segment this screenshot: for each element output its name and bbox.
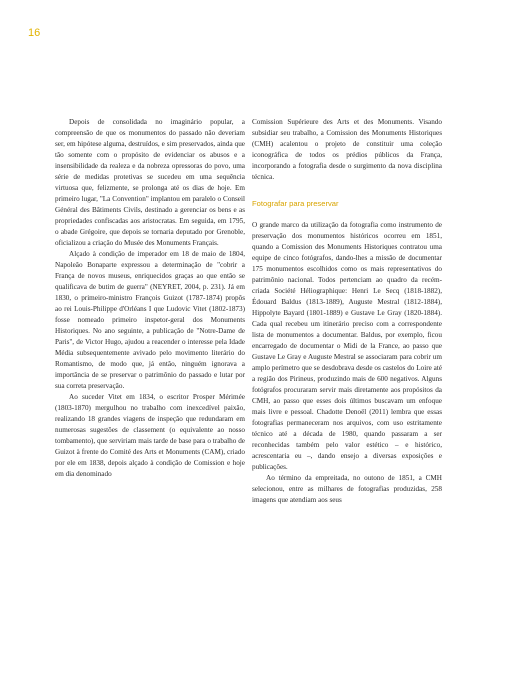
page-number: 16	[28, 27, 41, 39]
paragraph: Ao término da empreitada, no outono de 1851, a CMH selecionou, entre as milhares de fotografias produzidas, 258 imagens que atendiam aos seus	[252, 474, 442, 504]
paragraph-continued: Comission Supérieure des Arts et des Monuments. Visando subsidiar seu trabalho, a Comission des Monuments Historiques (CMH) acalentou o projeto de constituir uma coleção iconográfica de todos os prédios públicos da França, incorporando a fotografia desde o surgimento da nova disciplina técnica.	[252, 118, 442, 181]
right-text-column	[252, 117, 442, 506]
paragraph: O grande marco da utilização da fotografia como instrumento de preservação dos monumentos históricos ocorreu em 1851, quando a Comission des Monuments Historiques contratou uma equipe de cinco fotógrafos, dando-lhes a missão de documentar 175 monumentos escolhidos como os mais representativos do patrimônio nacional. Todos pertenciam ao quadro da recém-criada Société Héliographique: Henri Le Secq (1818-1882), Édouard Baldus (1813-1889), Auguste Mestral (1812-1884), Hippolyte Bayard (1801-1889) e Gustave Le Gray (1820-1884). Cada qual recebeu um itinerário preciso com a correspondente lista de monumentos a documentar. Baldus, por exemplo, ficou encarregado de documentar o Midi de la France, ao passo que Gustave Le Gray e Auguste Mestral se associaram para cobrir um amplo perímetro que se desdobrava desde os castelos do Loire até a região dos Pirineus, produzindo mais de 600 negativos. Alguns fotógrafos procuraram servir mais diretamente aos propósitos da CMH, ao passo que esses dois últimos buscavam um enfoque mais livre e pessoal. Chadotte Denoël (2011) lembra que essas fotografias permaneceram nos arquivos, com uso estritamente técnico até a década de 1980, quando passaram a ser reconhecidas também pelo valor estético – e histórico, acrescentaria eu –, dando ensejo a diversas exposições e publicações.	[252, 221, 442, 471]
paragraph: Ao suceder Vitet em 1834, o escritor Prosper Mérimée (1803-1870) mergulhou no trabalho com inexcedível paixão, realizando 18 grandes viagens de inspeção que redundaram em numerosas sugestões de classement (o equivalente ao nosso tombamento), que serviriam mais tarde de base para o trabalho de Guizot à frente do Comité des Arts et Monuments (CAM), criado por ele em 1838, depois alçado à condição de Comission e hoje em dia denominado	[55, 393, 245, 478]
paragraph: Alçado à condição de imperador em 18 de maio de 1804, Napoleão Bonaparte expressou a determinação de "cobrir a França de novos museus, enriquecidos graças ao que então se qualificava de butim de guerra" (NEYRET, 2004, p. 231). Já em 1830, o primeiro-ministro François Guizot (1787-1874) propôs ao rei Louis-Philippe d'Orléans I que Ludovic Vitet (1802-1873) fosse nomeado primeiro inspetor-geral dos Monuments Historiques. No ano seguinte, a publicação de "Notre-Dame de Paris", de Victor Hugo, ajudou a reacender o interesse pela Idade Média subsequentemente avivado pelo movimento literário do Romantismo, de modo que, já então, ninguém ignorava a importância de se preservar o patrimônio do passado e lutar por sua correta preservação.	[55, 250, 245, 390]
left-text-column	[55, 117, 245, 480]
paragraph: Depois de consolidada no imaginário popular, a compreensão de que os monumentos do passado não deveriam ser, em hipótese alguma, destruídos, e sim preservados, ainda que tão somente com o propósito de evidenciar os abusos e a insensibilidade da realeza e da nobreza opressoras do povo, uma série de medidas protetivas se sucedeu em uma sequência virtuosa que, felizmente, se prolonga até os dias de hoje. Em primeiro lugar, "La Convention" implantou em paralelo o Conseil Général des Bâtiments Civils, destinado a gerenciar os bens e as propriedades confiscadas aos aristocratas. Em seguida, em 1795, o abade Grégoire, que depois se tornaria deputado por Grenoble, oficializou a criação do Musée des Monuments Français.	[55, 118, 245, 247]
section-heading: Fotografar para preservar	[252, 199, 339, 208]
